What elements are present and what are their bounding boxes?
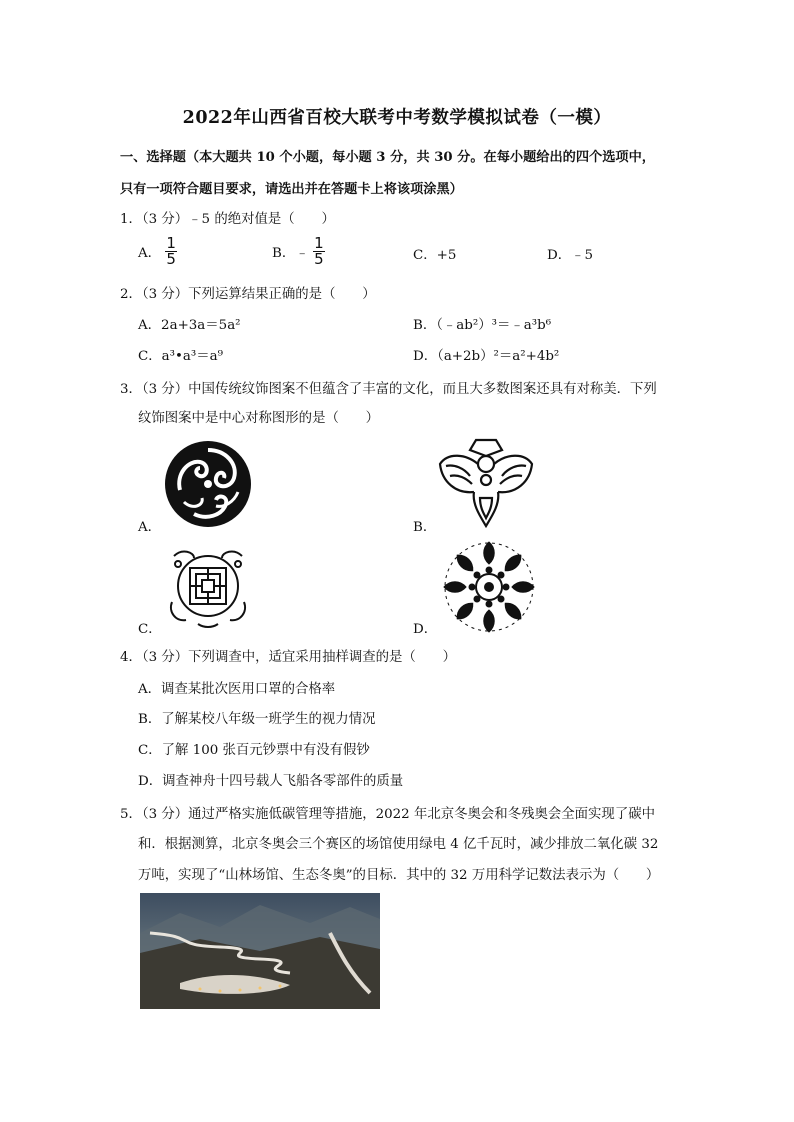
q1-option-a[interactable]: [138, 236, 177, 267]
q1-option-b-fraction: [313, 236, 325, 267]
q4-option-a[interactable]: A．调查某批次医用口罩的合格率: [138, 682, 336, 697]
pattern-d-radial-floral-figure: [440, 538, 538, 636]
q3-option-d[interactable]: D．: [413, 622, 438, 637]
q2-option-b[interactable]: B．（﹣ab²）³＝﹣a³b⁶: [413, 318, 552, 333]
q1-b-numerator: 1: [314, 234, 324, 252]
q1-option-a-label: A．: [138, 246, 162, 261]
q5-stem-line2: 和．根据测算，北京冬奥会三个赛区的场馆使用绿电 4 亿千瓦时，减少排放二氧化碳 32: [138, 837, 659, 852]
q2-option-c[interactable]: C．a³•a³＝a⁹: [138, 349, 223, 364]
q4-option-b[interactable]: B．了解某校八年级一班学生的视力情况: [138, 712, 376, 727]
q1-b-denominator: 5: [314, 250, 324, 268]
q1-option-a-fraction: [165, 236, 177, 267]
pattern-b-wing-emblem-figure: [436, 434, 536, 530]
q1-option-c[interactable]: C．+5: [413, 248, 457, 263]
q3-stem-line1: 3．（3 分）中国传统纹饰图案不但蕴含了丰富的文化，而且大多数图案还具有对称美．下列: [120, 382, 657, 397]
q4-option-c[interactable]: C．了解 100 张百元钞票中有没有假钞: [138, 743, 370, 758]
q3-stem-line2: 纹饰图案中是中心对称图形的是（ ）: [138, 411, 380, 426]
page-title: 2022年山西省百校大联考中考数学模拟试卷（一模）: [182, 108, 612, 128]
q3-option-b[interactable]: B．: [413, 520, 437, 535]
q1-a-numerator: 1: [166, 234, 176, 252]
q3-option-c[interactable]: C．: [138, 622, 162, 637]
q4-option-d[interactable]: D．调查神舟十四号载人飞船各零部件的质量: [138, 774, 404, 789]
section-header-line1: 一、选择题（本大题共 10 个小题，每小题 3 分，共 30 分。在每小题给出的四个选项中，: [120, 150, 655, 165]
q5-stem-line3: 万吨，实现了“山林场馆、生态冬奥”的目标．其中的 32 万用科学记数法表示为（ ）: [138, 868, 660, 883]
q1-option-b[interactable]: [272, 236, 325, 267]
q2-option-a[interactable]: A．2a+3a＝5a²: [138, 318, 241, 333]
q1-stem: 1．（3 分）﹣5 的绝对值是（ ）: [120, 212, 335, 227]
olympic-venue-photo-drawing: [140, 893, 380, 1009]
section-header-line2: 只有一项符合题目要求，请选出并在答题卡上将该项涂黑）: [120, 182, 463, 197]
q1-a-denominator: 5: [166, 250, 176, 268]
q2-option-d[interactable]: D．（a+2b）²＝a²+4b²: [413, 349, 560, 364]
q1-option-b-sign: ﹣: [295, 246, 309, 261]
pattern-c-fret-dragon-figure: [164, 542, 252, 630]
q4-stem: 4．（3 分）下列调查中，适宜采用抽样调查的是（ ）: [120, 650, 456, 665]
q1-option-d[interactable]: D．﹣5: [547, 248, 594, 263]
pattern-a-swirl-figure: [164, 440, 252, 528]
q1-option-b-label: B．: [272, 246, 296, 261]
olympic-venue-photo: [140, 893, 380, 1009]
q5-stem-line1: 5．（3 分）通过严格实施低碳管理等措施，2022 年北京冬奥会和冬残奥会全面实现了碳中: [120, 807, 655, 822]
q2-stem: 2．（3 分）下列运算结果正确的是（ ）: [120, 287, 376, 302]
q3-option-a[interactable]: A．: [138, 520, 162, 535]
